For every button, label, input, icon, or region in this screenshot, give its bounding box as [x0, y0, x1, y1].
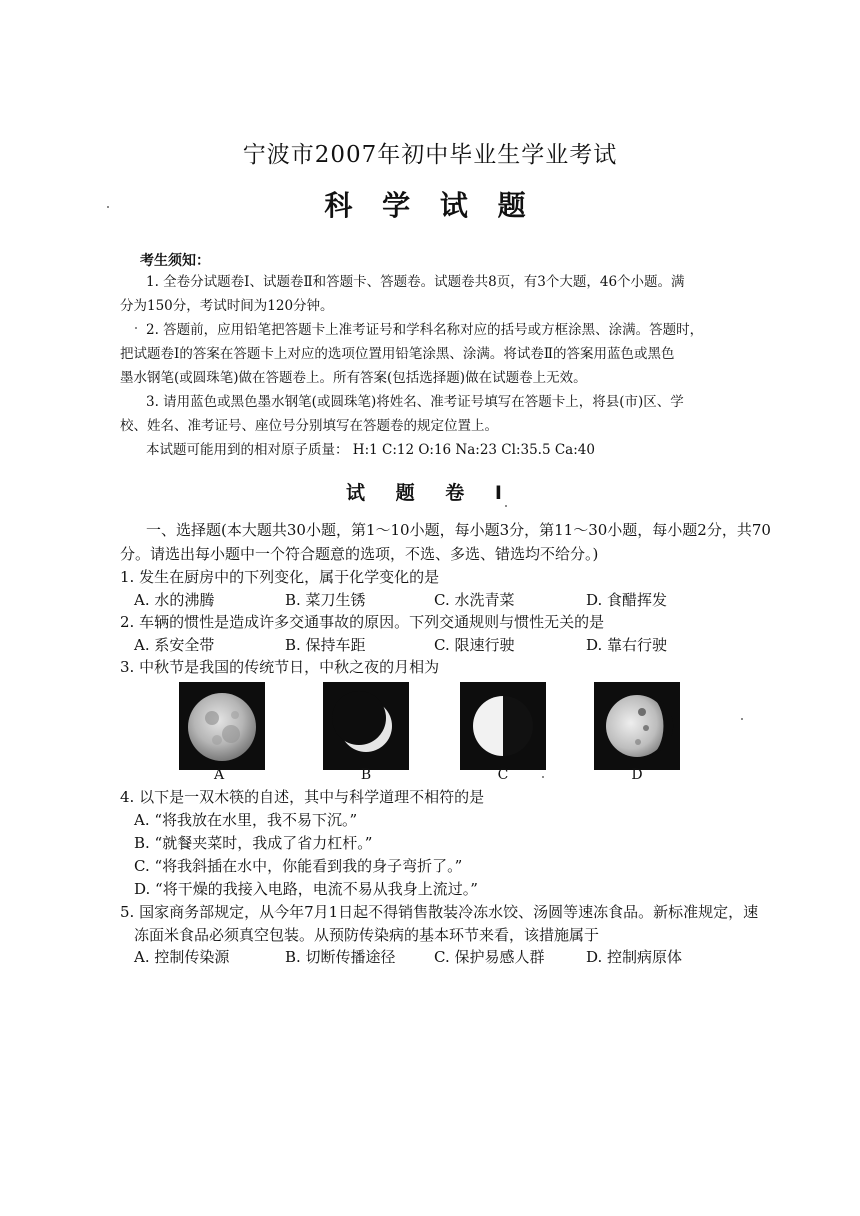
- notice-item1-line1: 1. 全卷分试题卷Ⅰ、试题卷Ⅱ和答题卡、答题卷。试题卷共8页，有3个大题，46个小题。满: [146, 274, 685, 290]
- moon-label-d: D: [631, 767, 643, 783]
- notice-item3-line1: 3. 请用蓝色或黑色墨水钢笔(或圆珠笔)将姓名、准考证号填写在答题卡上，将县(市)区、学: [146, 394, 684, 410]
- q1-option-b: B. 菜刀生锈: [285, 591, 366, 609]
- q5-option-a: A. 控制传染源: [134, 948, 230, 966]
- moon-label-c: C: [497, 767, 509, 783]
- notice-item2-line1: 2. 答题前，应用铅笔把答题卡上准考证号和学科名称对应的括号或方框涂黑、涂满。答题时，: [146, 322, 704, 338]
- notice-item2-line3: 墨水钢笔(或圆珠笔)做在答题卷上。所有答案(包括选择题)做在试题卷上无效。: [120, 370, 587, 386]
- q1-option-a: A. 水的沸腾: [134, 591, 215, 609]
- q1-option-d: D. 食醋挥发: [586, 591, 668, 609]
- q2-option-a: A. 系安全带: [134, 636, 215, 654]
- q2-option-c: C. 限速行驶: [434, 636, 515, 654]
- exam-title: 宁波市2007年初中毕业生学业考试: [242, 142, 618, 168]
- q1-stem: 1. 发生在厨房中的下列变化，属于化学变化的是: [120, 568, 440, 586]
- moon-label-a: A: [213, 767, 225, 783]
- scan-speck: [741, 718, 743, 720]
- notice-heading: 考生须知：: [140, 253, 210, 269]
- moon-phase-gibbous-image: [594, 682, 680, 770]
- instructions-line1: 一、选择题(本大题共30小题，第1～10小题，每小题3分，第11～30小题，每小题2分，共70: [146, 521, 771, 539]
- q5-stem-line2: 冻面米食品必须真空包装。从预防传染病的基本环节来看，该措施属于: [134, 926, 600, 944]
- scan-speck: [505, 505, 507, 507]
- section-title: 试 题 卷 Ⅰ: [346, 482, 514, 504]
- scan-speck: [542, 776, 544, 778]
- q4-stem: 4. 以下是一双木筷的自述，其中与科学道理不相符的是: [120, 788, 485, 806]
- notice-item3-line2: 校、姓名、准考证号、座位号分别填写在答题卷的规定位置上。: [120, 418, 498, 434]
- q5-option-b: B. 切断传播途径: [285, 948, 396, 966]
- q2-stem: 2. 车辆的惯性是造成许多交通事故的原因。下列交通规则与惯性无关的是: [120, 613, 605, 631]
- scan-speck: [107, 206, 109, 208]
- q3-stem: 3. 中秋节是我国的传统节日，中秋之夜的月相为: [120, 658, 440, 676]
- q1-option-c: C. 水洗青菜: [434, 591, 515, 609]
- moon-phase-full-image: [179, 682, 265, 770]
- q4-option-c: C. “将我斜插在水中，你能看到我的身子弯折了。”: [134, 857, 463, 875]
- q5-option-c: C. 保护易感人群: [434, 948, 545, 966]
- q5-stem-line1: 5. 国家商务部规定，从今年7月1日起不得销售散装冷冻水饺、汤圆等速冻食品。新标准规定，速: [120, 903, 759, 921]
- notice-item1-line2: 分为150分，考试时间为120分钟。: [120, 298, 334, 314]
- scan-speck: [135, 327, 137, 329]
- q2-option-d: D. 靠右行驶: [586, 636, 668, 654]
- atomic-mass-line: 本试题可能用到的相对原子质量： H:1 C:12 O:16 Na:23 Cl:35.5 Ca:40: [146, 442, 595, 458]
- q4-option-b: B. “就餐夹菜时，我成了省力杠杆。”: [134, 834, 373, 852]
- q4-option-d: D. “将干燥的我接入电路，电流不易从我身上流过。”: [134, 880, 478, 898]
- moon-phase-crescent-image: [323, 682, 409, 770]
- exam-subtitle: 科 学 试 题: [324, 189, 536, 222]
- q2-option-b: B. 保持车距: [285, 636, 366, 654]
- moon-label-b: B: [360, 767, 372, 783]
- q5-option-d: D. 控制病原体: [586, 948, 683, 966]
- q4-option-a: A. “将我放在水里，我不易下沉。”: [134, 811, 358, 829]
- moon-phase-half-image: [460, 682, 546, 770]
- notice-item2-line2: 把试题卷Ⅰ的答案在答题卡上对应的选项位置用铅笔涂黑、涂满。将试卷Ⅱ的答案用蓝色或黑色: [120, 346, 675, 362]
- instructions-line2: 分。请选出每小题中一个符合题意的选项，不选、多选、错选均不给分。): [120, 545, 599, 563]
